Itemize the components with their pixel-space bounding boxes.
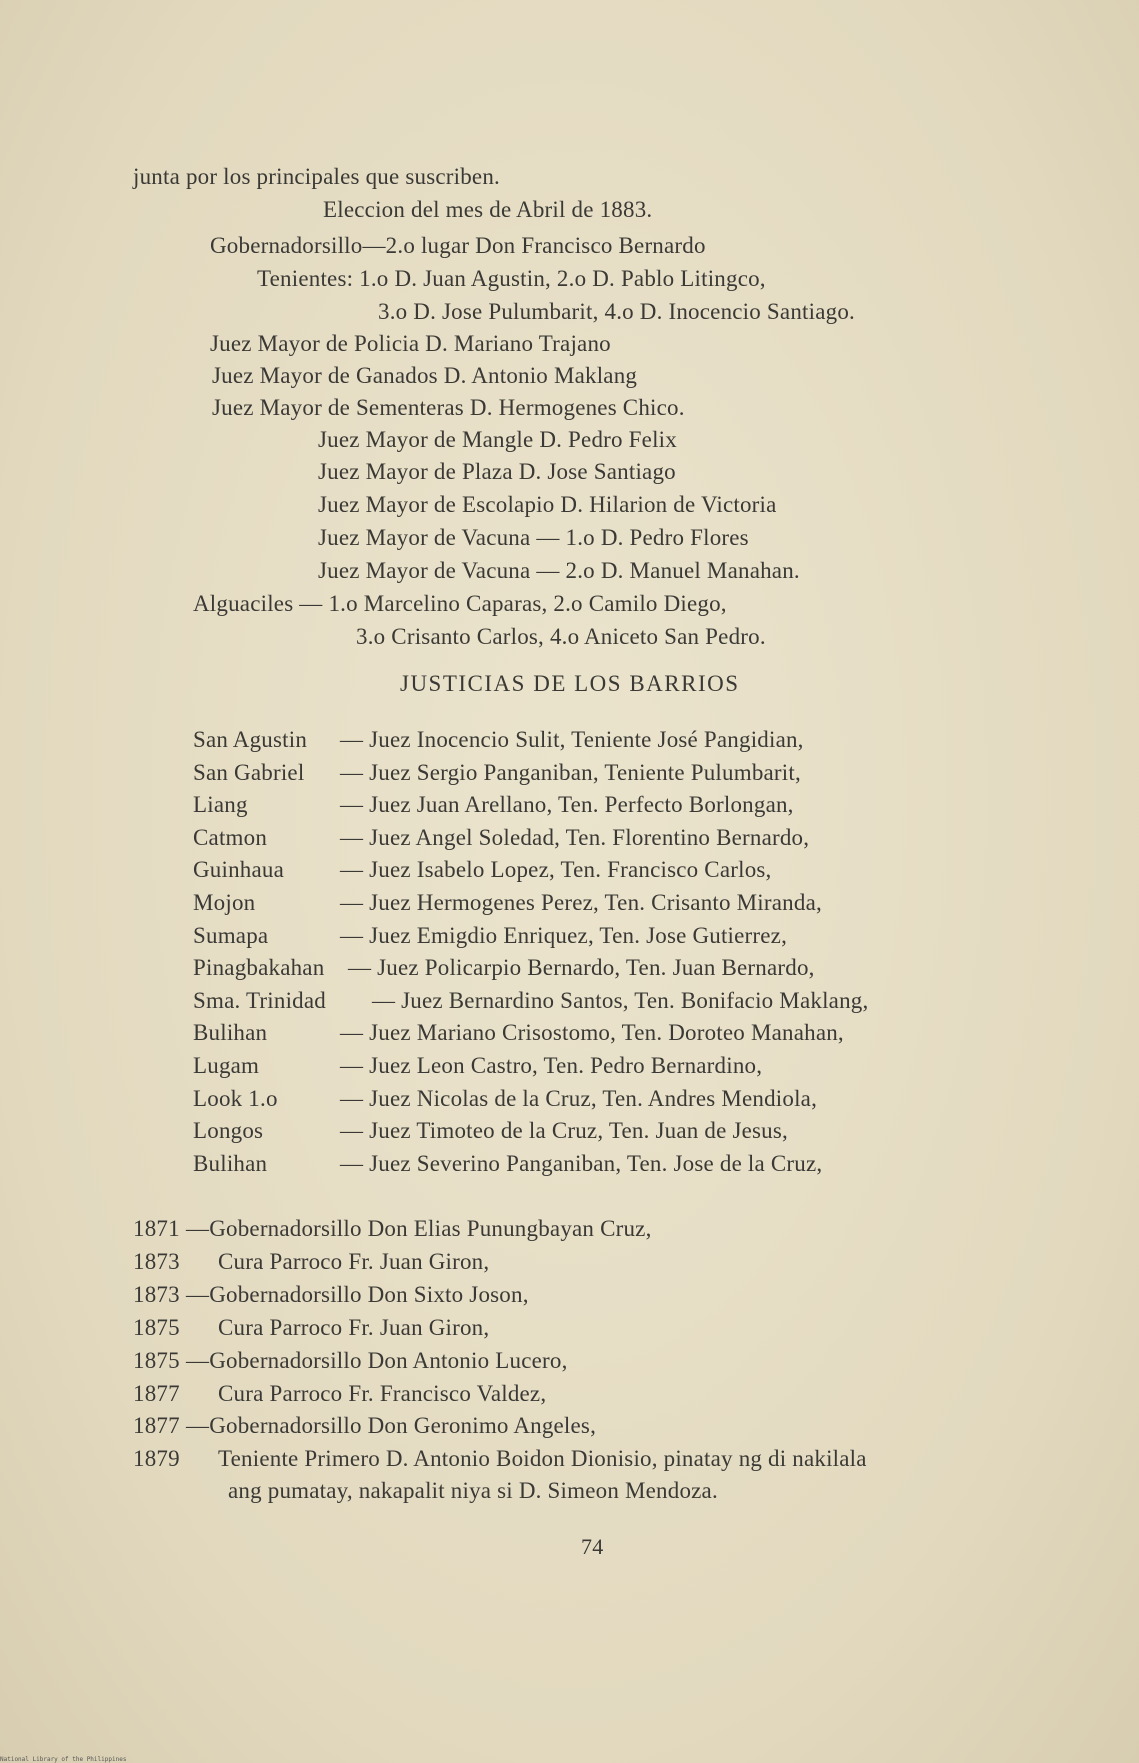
text-line: ang pumatay, nakapalit niya si D. Simeon Mendoza. [228, 1478, 718, 1503]
barrio-name: Bulihan [193, 1020, 268, 1046]
text-line: Juez Mayor de Ganados D. Antonio Maklang [212, 363, 638, 388]
chronology-year: 1873 [133, 1248, 180, 1274]
chronology-year: 1871 [133, 1216, 180, 1241]
barrio-officials: — Juez Severino Panganiban, Ten. Jose de la Cruz, [340, 1150, 823, 1176]
barrio-officials: — Juez Policarpio Bernardo, Ten. Juan Bernardo, [348, 955, 815, 981]
barrio-name: Sumapa [193, 922, 269, 948]
barrio-name: Sma. Trinidad [193, 987, 326, 1013]
text-line: Juez Mayor de Plaza D. Jose Santiago [318, 459, 676, 484]
text-line: 3.o D. Jose Pulumbarit, 4.o D. Inocencio Santiago. [378, 299, 855, 324]
text-line: Alguaciles — 1.o Marcelino Caparas, 2.o Camilo Diego, [193, 591, 727, 616]
chronology-entry: Cura Parroco Fr. Juan Giron, [218, 1314, 490, 1340]
chronology-entry: Teniente Primero D. Antonio Boidon Dionisio, pinatay ng di nakilala [218, 1446, 867, 1472]
chronology-year: 1877 [133, 1413, 180, 1439]
barrio-officials: — Juez Emigdio Enriquez, Ten. Jose Gutierrez, [340, 922, 788, 948]
barrio-name: Mojon [193, 890, 256, 915]
text-line: Juez Mayor de Escolapio D. Hilarion de Victoria [318, 492, 777, 517]
text-line: Juez Mayor de Sementeras D. Hermogenes Chico. [212, 395, 685, 420]
section-title: JUSTICIAS DE LOS BARRIOS [400, 671, 740, 696]
text-line: junta por los principales que suscriben. [133, 164, 500, 189]
chronology-entry: —Gobernadorsillo Don Elias Punungbayan Cruz, [186, 1216, 652, 1241]
barrio-officials: — Juez Nicolas de la Cruz, Ten. Andres Mendiola, [340, 1085, 818, 1111]
barrio-officials: — Juez Mariano Crisostomo, Ten. Doroteo Manahan, [340, 1020, 844, 1046]
chronology-entry: —Gobernadorsillo Don Antonio Lucero, [186, 1347, 568, 1373]
chronology-year: 1875 [133, 1347, 180, 1373]
text-line: Gobernadorsillo—2.o lugar Don Francisco Bernardo [210, 233, 706, 258]
text-line: Juez Mayor de Policia D. Mariano Trajano [210, 331, 611, 356]
barrio-name: Look 1.o [193, 1085, 278, 1111]
barrio-name: Pinagbakahan [193, 955, 325, 981]
chronology-year: 1877 [133, 1380, 180, 1406]
chronology-entry: Cura Parroco Fr. Francisco Valdez, [218, 1380, 547, 1406]
page-number: 74 [581, 1534, 604, 1559]
barrio-name: San Agustin [193, 727, 308, 752]
barrio-officials: — Juez Sergio Panganiban, Teniente Pulumbarit, [340, 759, 801, 785]
barrio-officials: — Juez Inocencio Sulit, Teniente José Pangidian, [340, 727, 804, 752]
chronology-year: 1873 [133, 1281, 180, 1307]
barrio-officials: — Juez Isabelo Lopez, Ten. Francisco Carlos, [340, 857, 772, 883]
text-line: 3.o Crisanto Carlos, 4.o Aniceto San Pedro. [356, 624, 766, 649]
barrio-name: Longos [193, 1118, 264, 1144]
barrio-name: Bulihan [193, 1150, 268, 1176]
text-line: Juez Mayor de Vacuna — 1.o D. Pedro Flores [318, 525, 749, 550]
barrio-officials: — Juez Timoteo de la Cruz, Ten. Juan de Jesus, [340, 1118, 788, 1144]
text-line: Tenientes: 1.o D. Juan Agustin, 2.o D. Pablo Litingco, [257, 266, 766, 291]
barrio-officials: — Juez Leon Castro, Ten. Pedro Bernardino, [340, 1053, 763, 1078]
chronology-entry: —Gobernadorsillo Don Sixto Joson, [186, 1281, 529, 1307]
barrio-officials: — Juez Juan Arellano, Ten. Perfecto Borlongan, [340, 792, 794, 818]
barrio-officials: — Juez Hermogenes Perez, Ten. Crisanto Miranda, [340, 890, 822, 915]
barrio-name: Lugam [193, 1053, 260, 1078]
barrio-name: Liang [193, 792, 248, 818]
chronology-entry: Cura Parroco Fr. Juan Giron, [218, 1248, 490, 1274]
barrio-name: Guinhaua [193, 857, 285, 883]
chronology-year: 1879 [133, 1446, 180, 1472]
library-footer: National Library of the Philippines [0, 1756, 127, 1763]
chronology-year: 1875 [133, 1314, 180, 1340]
barrio-officials: — Juez Bernardino Santos, Ten. Bonifacio Maklang, [372, 987, 869, 1013]
text-line: Juez Mayor de Mangle D. Pedro Felix [318, 427, 677, 452]
text-line: Juez Mayor de Vacuna — 2.o D. Manuel Manahan. [318, 558, 800, 583]
chronology-entry: —Gobernadorsillo Don Geronimo Angeles, [186, 1413, 597, 1439]
barrio-officials: — Juez Angel Soledad, Ten. Florentino Bernardo, [340, 824, 810, 850]
barrio-name: San Gabriel [193, 759, 305, 785]
barrio-name: Catmon [193, 824, 268, 850]
election-heading: Eleccion del mes de Abril de 1883. [323, 197, 653, 222]
